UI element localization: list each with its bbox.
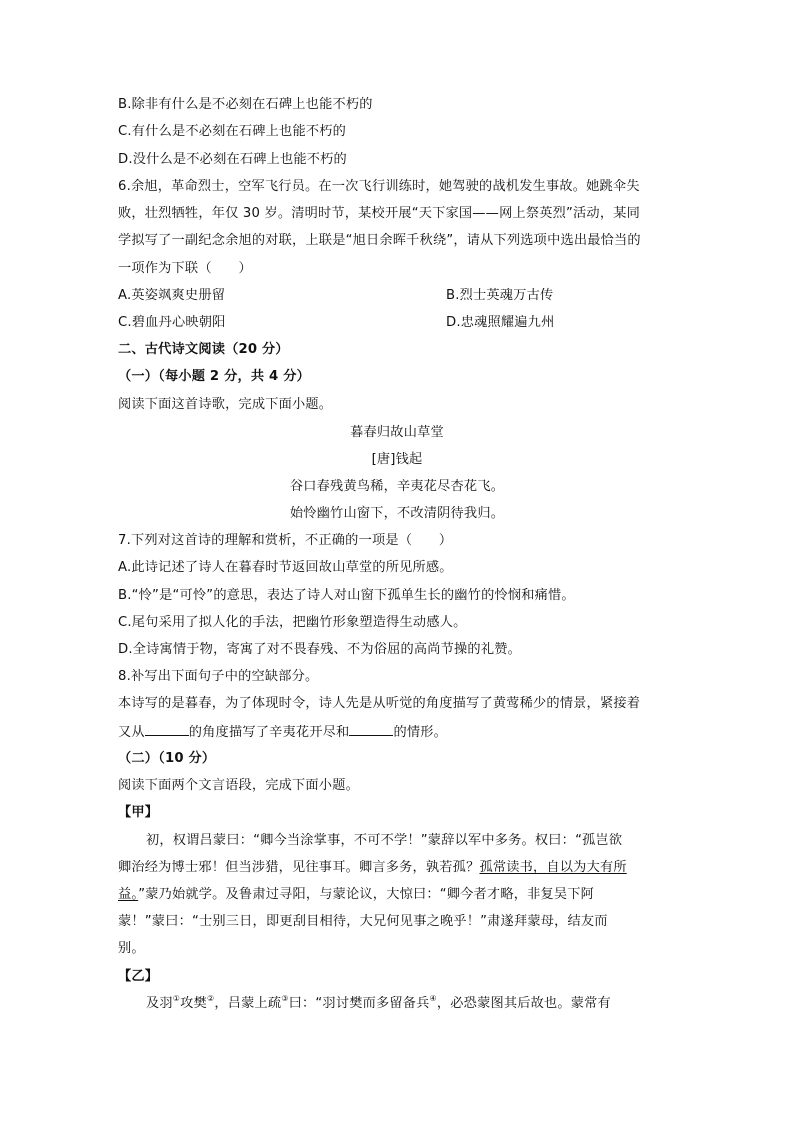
q6-stem-line-3: 学拟写了一副纪念余旭的对联，上联是“旭日余晖千秋绕”，请从下列选项中选出最恰当的 xyxy=(118,233,641,248)
passage-yi-text-4: 曰：“羽讨樊而多留备兵 xyxy=(288,996,430,1011)
q7-option-d: D.全诗寓情于物，寄寓了对不畏春残、不为俗屈的高尚节操的礼赞。 xyxy=(118,642,521,657)
q7-option-a: A.此诗记述了诗人在暮春时节返回故山草堂的所见所感。 xyxy=(118,560,453,575)
poem-author: [唐]钱起 xyxy=(371,452,423,467)
passage-jia-label: 【甲】 xyxy=(118,805,159,820)
footnote-mark-1: ① xyxy=(172,993,181,1003)
q6-option-b: B.烈士英魂万古传 xyxy=(446,288,554,303)
part-two-heading: （二）（10 分） xyxy=(118,751,216,766)
part-two-instruction: 阅读下面两个文言语段，完成下面小题。 xyxy=(118,778,359,793)
passage-yi-text-5: ，必恐蒙图其后故也。蒙常有 xyxy=(436,996,611,1011)
q6-option-d: D.忠魂照耀遍九州 xyxy=(446,315,555,330)
fill-blank-2[interactable] xyxy=(349,723,393,736)
q7-option-b: B.“怜”是“可怜”的意思，表达了诗人对山窗下孤单生长的幽竹的怜悯和痛惜。 xyxy=(118,588,575,603)
footnote-mark-2: ② xyxy=(206,993,215,1003)
poem-line-1: 谷口春残黄鸟稀，辛夷花尽杏花飞。 xyxy=(289,479,505,494)
passage-jia-line-2-text: 卿治经为博士邪！但当涉猎，见往事耳。卿言多务，孰若孤？ xyxy=(118,860,480,875)
passage-jia-line-1: 初，权谓吕蒙曰：“卿今当涂掌事，不可不学！”蒙辞以军中多务。权曰：“孤岂欲 xyxy=(146,833,623,848)
footnote-mark-4: ④ xyxy=(429,993,437,1003)
passage-yi-line-1 xyxy=(146,995,611,1013)
fill-blank-1[interactable] xyxy=(145,723,189,736)
q8-stem: 8.补写出下面句子中的空缺部分。 xyxy=(118,669,319,684)
q5-option-d: D.没什么是不必刻在石碑上也能不朽的 xyxy=(118,152,347,167)
q8-text-line-1: 本诗写的是暮春，为了体现时令，诗人先是从听觉的角度描写了黄莺稀少的情景，紧接着 xyxy=(118,696,641,711)
passage-jia-line-3 xyxy=(118,886,594,904)
passage-jia-line-2 xyxy=(118,859,627,877)
passage-jia-line-3-text: ”蒙乃始就学。及鲁肃过寻阳，与蒙论议，大惊曰：“卿今者才略，非复吴下阿 xyxy=(138,887,595,902)
q8-text-part-3: 的情形。 xyxy=(393,725,447,740)
footnote-mark-3: ③ xyxy=(281,993,289,1003)
underlined-sentence-end: 益。 xyxy=(118,887,139,902)
passage-yi-label: 【乙】 xyxy=(118,969,159,984)
q6-stem-line-2: 败，壮烈牺牲，年仅 30 岁。清明时节，某校开展“天下家国——网上祭英烈”活动，某同 xyxy=(118,206,640,221)
passage-jia-line-5: 别。 xyxy=(118,941,145,956)
q8-text-part-2: 的角度描写了辛夷花开尽和 xyxy=(188,725,350,740)
passage-yi-text-3: ，吕蒙上疏 xyxy=(214,996,282,1011)
underlined-sentence-start: 孤常读书，自以为大有所 xyxy=(479,860,627,875)
q6-stem-line-1: 6.余旭，革命烈士，空军飞行员。在一次飞行训练时，她驾驶的战机发生事故。她跳伞失 xyxy=(118,179,640,194)
q6-option-a: A.英姿飒爽史册留 xyxy=(118,288,226,303)
part-one-instruction: 阅读下面这首诗歌，完成下面小题。 xyxy=(118,397,333,412)
passage-yi-text-2: 攻樊 xyxy=(180,996,207,1011)
q6-option-c: C.碧血丹心映朝阳 xyxy=(118,315,226,330)
q8-text-line-2 xyxy=(118,723,447,742)
passage-jia-line-4: 蒙！”蒙曰：“士别三日，即更刮目相待，大兄何见事之晚乎！”肃遂拜蒙母，结友而 xyxy=(118,914,608,929)
q8-text-part-1: 又从 xyxy=(118,725,145,740)
q5-option-c: C.有什么是不必刻在石碑上也能不朽的 xyxy=(118,124,346,139)
section-heading: 二、古代诗文阅读（20 分） xyxy=(118,342,289,357)
poem-line-2: 始怜幽竹山窗下，不改清阴待我归。 xyxy=(289,506,505,521)
q7-option-c: C.尾句采用了拟人化的手法，把幽竹形象塑造得生动感人。 xyxy=(118,615,467,630)
passage-yi-text-1: 及羽 xyxy=(146,996,173,1011)
part-one-heading: （一）（每小题 2 分，共 4 分） xyxy=(118,369,310,384)
q5-option-b: B.除非有什么是不必刻在石碑上也能不朽的 xyxy=(118,97,373,112)
q6-stem-line-4: 一项作为下联（ ） xyxy=(118,261,252,276)
q7-stem: 7.下列对这首诗的理解和赏析，不正确的一项是（ ） xyxy=(118,533,453,548)
poem-title: 暮春归故山草堂 xyxy=(350,425,444,440)
